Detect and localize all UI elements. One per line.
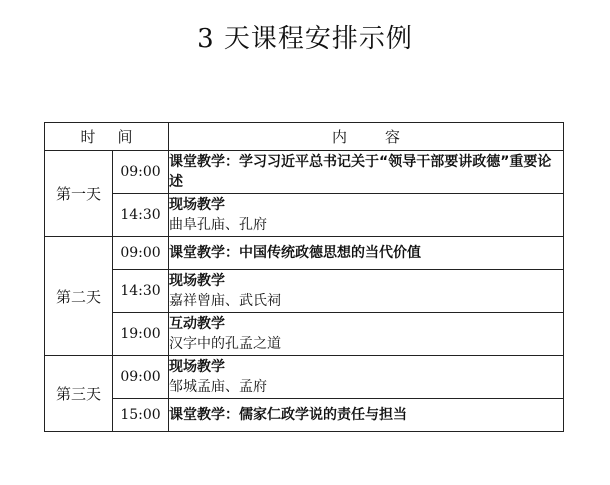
- session-title: 现场教学: [169, 273, 226, 289]
- session-time: 09:00: [113, 151, 169, 194]
- session-content: [169, 270, 564, 313]
- day-label: 第一天: [45, 151, 113, 237]
- table-row: [45, 399, 564, 432]
- table-row: [45, 151, 564, 194]
- session-title: 现场教学: [169, 359, 226, 375]
- session-time: 15:00: [113, 399, 169, 432]
- session-time: 09:00: [113, 237, 169, 270]
- table-row: [45, 356, 564, 399]
- table-row: [45, 237, 564, 270]
- schedule-table: [44, 122, 564, 432]
- day-label: 第二天: [45, 237, 113, 356]
- table-row: [45, 194, 564, 237]
- session-content: [169, 151, 564, 194]
- session-detail: 嘉祥曾庙、武氏祠: [169, 293, 282, 309]
- session-detail: 曲阜孔庙、孔府: [169, 217, 268, 233]
- session-title: 课堂教学：中国传统政德思想的当代价值: [169, 245, 422, 261]
- session-content: [169, 194, 564, 237]
- session-title: 现场教学: [169, 197, 226, 213]
- session-time: 09:00: [113, 356, 169, 399]
- session-detail: 邹城孟庙、孟府: [169, 379, 268, 395]
- table-row: [45, 313, 564, 356]
- page-title: 3 天课程安排示例: [197, 24, 413, 54]
- table-header-row: [45, 123, 564, 151]
- session-detail: 汉字中的孔孟之道: [169, 336, 282, 352]
- session-title: 互动教学: [169, 316, 226, 332]
- session-time: 19:00: [113, 313, 169, 356]
- session-content: [169, 356, 564, 399]
- session-time: 14:30: [113, 194, 169, 237]
- header-time: 时间: [45, 123, 169, 151]
- session-title: 课堂教学：儒家仁政学说的责任与担当: [169, 407, 408, 423]
- session-content: [169, 237, 564, 270]
- header-content: 内容: [169, 123, 564, 151]
- day-label: 第三天: [45, 356, 113, 432]
- session-content: [169, 399, 564, 432]
- session-title: 课堂教学：学习习近平总书记关于“领导干部要讲政德”重要论述: [169, 154, 552, 190]
- session-time: 14:30: [113, 270, 169, 313]
- table-row: [45, 270, 564, 313]
- session-content: [169, 313, 564, 356]
